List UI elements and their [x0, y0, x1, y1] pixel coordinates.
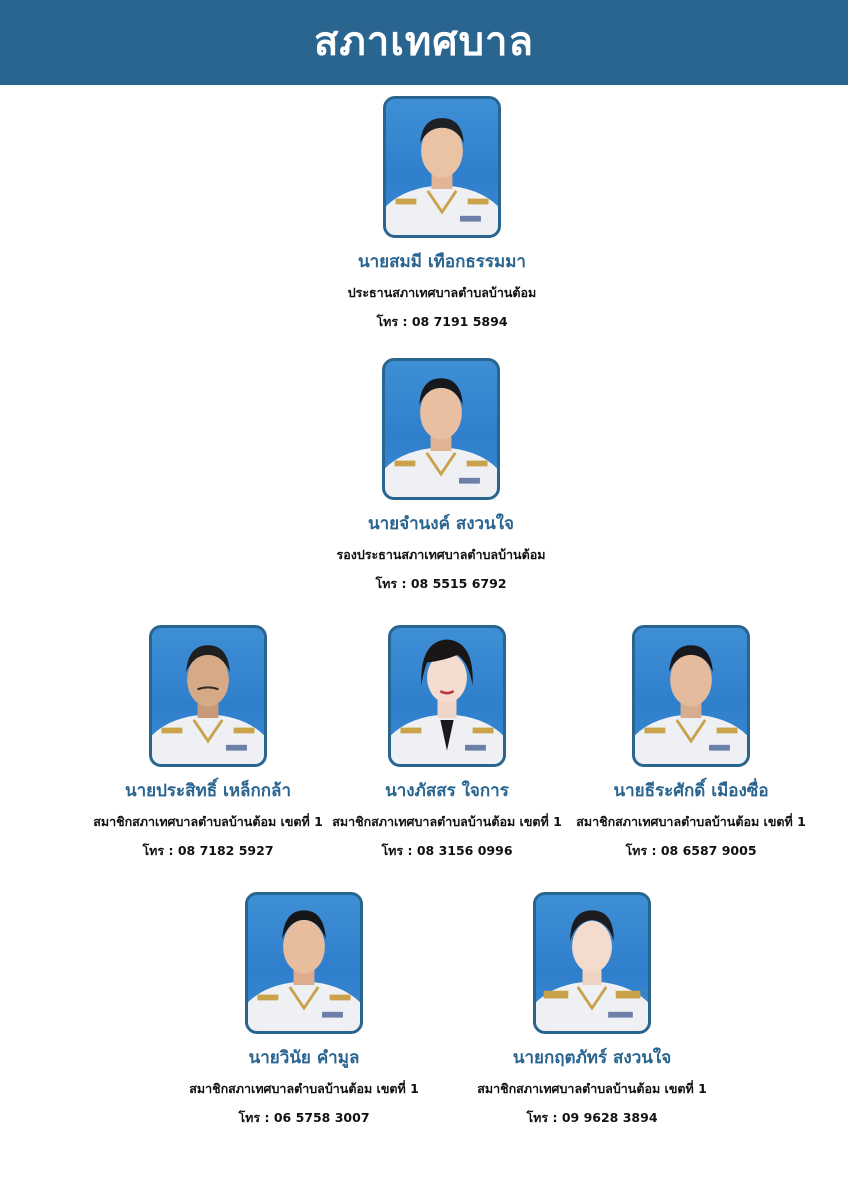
member-phone: โทร : 08 7182 5927 — [142, 843, 274, 858]
member-position: สมาชิกสภาเทศบาลตำบลบ้านต้อม เขตที่ 1 — [477, 1081, 707, 1096]
portrait-man-icon — [383, 96, 501, 238]
member-position: สมาชิกสภาเทศบาลตำบลบ้านต้อม เขตที่ 1 — [189, 1081, 419, 1096]
member-card — [312, 96, 572, 332]
member-name: นายสมมี เทือกธรรมมา — [358, 252, 526, 272]
member-phone: โทร : 06 5758 3007 — [238, 1110, 370, 1125]
member-name: นายกฤตภัทร์ สงวนใจ — [512, 1048, 672, 1068]
member-card — [174, 892, 434, 1128]
member-name: นางภัสสร ใจการ — [385, 781, 509, 801]
member-name: นายประสิทธิ์ เหล็กกล้า — [124, 781, 292, 801]
member-phone: โทร : 08 3156 0996 — [381, 843, 513, 858]
member-card — [462, 892, 722, 1128]
member-position: สมาชิกสภาเทศบาลตำบลบ้านต้อม เขตที่ 1 — [93, 814, 323, 829]
member-position: ประธานสภาเทศบาลตำบลบ้านต้อม — [347, 285, 537, 300]
portrait-man-icon — [632, 625, 750, 767]
portrait-woman-icon — [388, 625, 506, 767]
page-title: สภาเทศบาล — [313, 18, 535, 65]
member-card — [311, 358, 571, 594]
member-phone: โทร : 08 7191 5894 — [376, 314, 508, 329]
member-name: นายจำนงค์ สงวนใจ — [368, 514, 514, 534]
member-name: นายธีระศักดิ์ เมืองซื่อ — [613, 781, 769, 801]
page-header — [0, 0, 848, 85]
member-card — [78, 625, 338, 861]
member-position: สมาชิกสภาเทศบาลตำบลบ้านต้อม เขตที่ 1 — [576, 814, 806, 829]
member-phone: โทร : 08 5515 6792 — [375, 576, 507, 591]
portrait-man-icon — [245, 892, 363, 1034]
portrait-man-icon — [533, 892, 651, 1034]
member-phone: โทร : 08 6587 9005 — [625, 843, 757, 858]
member-phone: โทร : 09 9628 3894 — [526, 1110, 658, 1125]
member-card — [561, 625, 821, 861]
portrait-man-icon — [149, 625, 267, 767]
member-name: นายวินัย คำมูล — [248, 1048, 360, 1068]
portrait-man-icon — [382, 358, 500, 500]
member-position: สมาชิกสภาเทศบาลตำบลบ้านต้อม เขตที่ 1 — [332, 814, 562, 829]
member-position: รองประธานสภาเทศบาลตำบลบ้านต้อม — [336, 547, 546, 562]
member-card — [317, 625, 577, 861]
